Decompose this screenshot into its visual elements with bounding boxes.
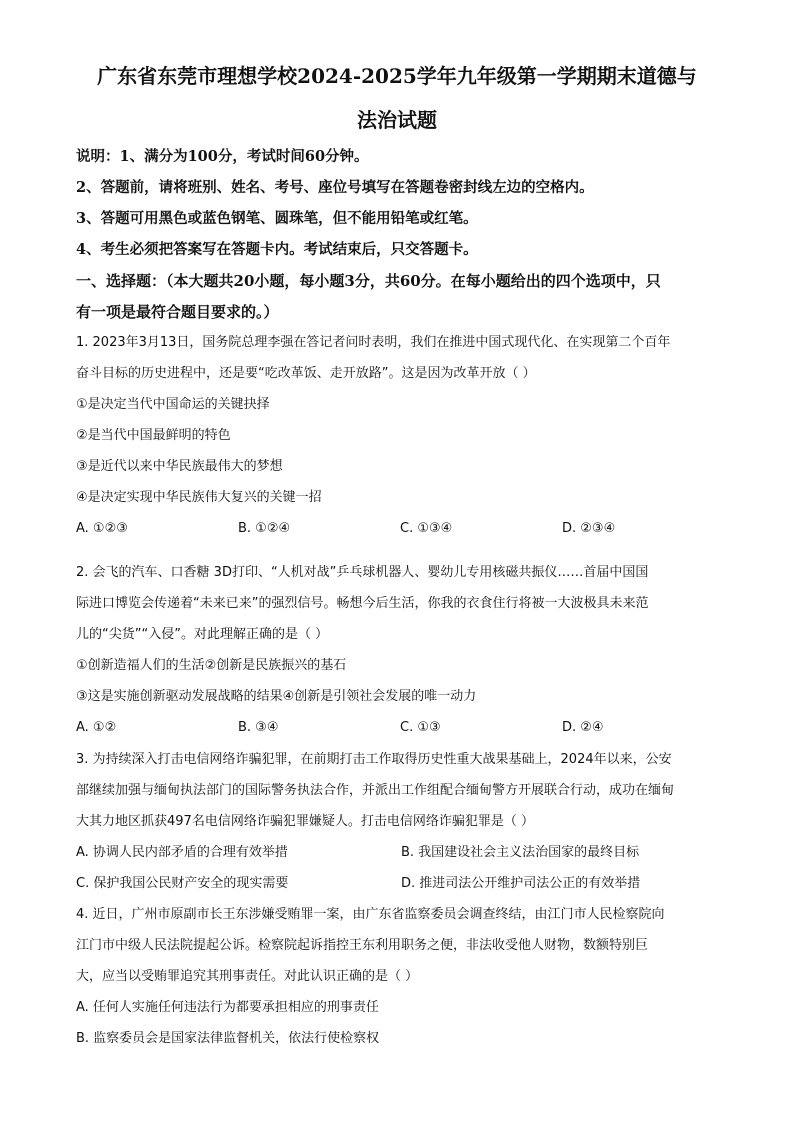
- question-stem-line: 江门市中级人民法院提起公诉。检察院起诉指控王东利用职务之便，非法收受他人财物，数额特别巨: [76, 938, 649, 953]
- question-stem-line: 3. 为持续深入打击电信网络诈骗犯罪，在前期打击工作取得历史性重大战果基础上，2024年以来，公安: [76, 752, 672, 767]
- question-stem-line: 奋斗目标的历史进程中，还是要“吃改革饭、走开放路”。这是因为改革开放（ ）: [76, 366, 536, 381]
- question-4: [76, 904, 726, 1059]
- answer-options: [76, 717, 726, 748]
- option-a: A. 任何人实施任何违法行为都要承担相应的刑事责任: [76, 1000, 379, 1015]
- option-d: D. ②④: [562, 720, 604, 735]
- option-c: C. ①③④: [400, 521, 453, 536]
- statement-item: ①是决定当代中国命运的关键抉择: [76, 397, 270, 412]
- exam-title-line1: 广东省东莞市理想学校2024-2025学年九年级第一学期期末道德与: [97, 64, 697, 88]
- question-stem-line: 际进口博览会传递着“未来已来”的强烈信号。畅想今后生活，你我的衣食住行将被一大波极具未来范: [76, 596, 649, 611]
- instructions: [76, 146, 594, 270]
- question-2: [76, 562, 726, 748]
- instruction-line: 2、答题前，请将班别、姓名、考号、座位号填写在答题卷密封线左边的空格内。: [76, 179, 594, 196]
- statement-item: ③这是实施创新驱动发展战略的结果④创新是引领社会发展的唯一动力: [76, 689, 477, 704]
- section-heading: [76, 270, 726, 332]
- option-b: B. ③④: [238, 720, 279, 735]
- question-1: [76, 332, 726, 549]
- instruction-line: 3、答题可用黑色或蓝色钢笔、圆珠笔，但不能用铅笔或红笔。: [76, 210, 478, 227]
- instruction-line: 说明：1、满分为100分，考试时间60分钟。: [76, 148, 369, 165]
- question-stem-line: 儿的“尖货”“入侵”。对此理解正确的是（ ）: [76, 627, 329, 642]
- option-b: B. 我国建设社会主义法治国家的最终目标: [401, 845, 640, 860]
- question-stem-line: 1. 2023年3月13日，国务院总理李强在答记者问时表明，我们在推进中国式现代化、在实现第二个百年: [76, 335, 671, 350]
- question-stem-line: 大，应当以受贿罪追究其刑事责任。对此认识正确的是（ ）: [76, 969, 419, 984]
- option-d: D. ②③④: [562, 521, 616, 536]
- section-heading-line: 有一项是最符合题目要求的。）: [76, 303, 279, 321]
- option-c: C. ①③: [400, 720, 441, 735]
- option-a: A. 协调人民内部矛盾的合理有效举措: [76, 845, 288, 860]
- option-b: B. ①②④: [238, 521, 291, 536]
- question-stem-line: 4. 近日，广州市原副市长王东涉嫌受贿罪一案，由广东省监察委员会调查终结，由江门市人民检察院向: [76, 907, 665, 922]
- answer-options: [76, 518, 726, 549]
- statement-item: ③是近代以来中华民族最伟大的梦想: [76, 459, 283, 474]
- option-d: D. 推进司法公开维护司法公正的有效举措: [401, 876, 641, 891]
- statement-item: ②是当代中国最鲜明的特色: [76, 428, 231, 443]
- question-stem-line: 2. 会飞的汽车、口香糖 3D打印、“人机对战”乒乓球机器人、婴幼儿专用核磁共振仪……首届中国国: [76, 565, 649, 580]
- statement-item: ④是决定实现中华民族伟大复兴的关键一招: [76, 490, 322, 505]
- option-b: B. 监察委员会是国家法律监督机关，依法行使检察权: [76, 1031, 380, 1046]
- answer-options: [76, 842, 726, 873]
- question-3: [76, 749, 726, 904]
- statement-item: ①创新造福人们的生活②创新是民族振兴的基石: [76, 658, 347, 673]
- option-c: C. 保护我国公民财产安全的现实需要: [76, 876, 289, 891]
- option-a: A. ①②: [76, 720, 117, 735]
- option-a: A. ①②③: [76, 521, 128, 536]
- question-stem-line: 大其力地区抓获497名电信网络诈骗犯罪嫌疑人。打击电信网络诈骗犯罪是（ ）: [76, 814, 534, 829]
- answer-options: [76, 873, 726, 904]
- exam-title-line2: 法治试题: [357, 108, 437, 132]
- section-heading-line: 一、选择题：（本大题共20小题，每小题3分，共60分。在每小题给出的四个选项中，只: [76, 272, 661, 290]
- instruction-line: 4、考生必须把答案写在答题卡内。考试结束后，只交答题卡。: [76, 241, 478, 258]
- question-stem-line: 部继续加强与缅甸执法部门的国际警务执法合作，并派出工作组配合缅甸警方开展联合行动，成功在缅甸: [76, 783, 675, 798]
